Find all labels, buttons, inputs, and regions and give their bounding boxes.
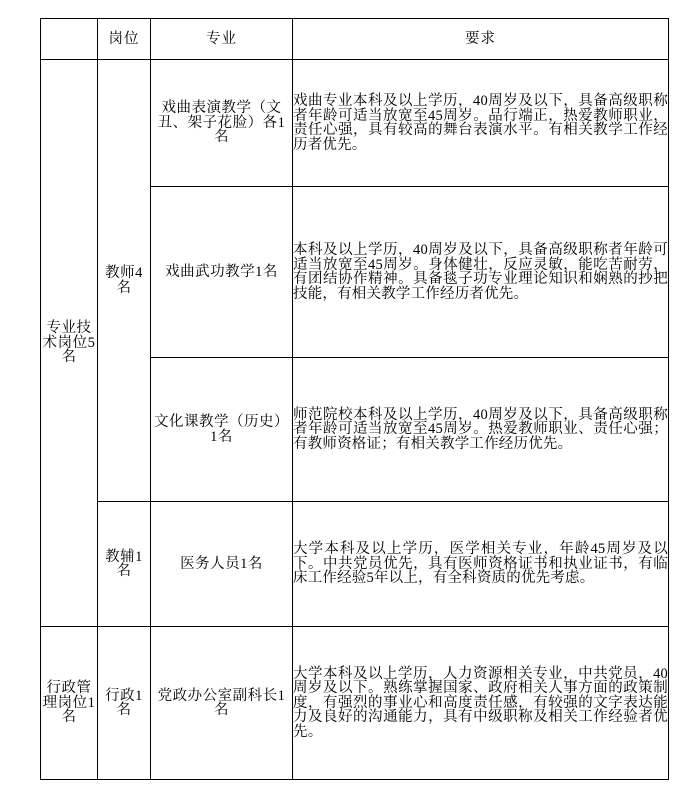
cell-post-teacher: 教师4名 (98, 60, 151, 502)
cell-major-medical-staff: 医务人员1名 (151, 502, 293, 627)
table-row (41, 627, 669, 780)
cell-category-administrative: 行政管理岗位1名 (41, 627, 98, 780)
cell-major-opera-performance: 戏曲表演教学（文丑、架子花脸）各1名 (151, 60, 293, 187)
cell-requirement-office-deputy-chief: 大学本科及以上学历，人力资源相关专业，中共党员，40周岁及以下。熟练掌握国家、政府相关人事方面的政策制度，有强烈的事业心和高度责任感，有较强的文字表达能力及良好的沟通能力，具有中级职称及相关工作经验者优先。 (293, 627, 669, 780)
header-cell-requirement: 要求 (293, 19, 669, 60)
cell-post-administration: 行政1名 (98, 627, 151, 780)
header-cell-post: 岗位 (98, 19, 151, 60)
header-cell-category (41, 19, 98, 60)
cell-requirement-opera-performance: 戏曲专业本科及以上学历，40周岁及以下，具备高级职称者年龄可适当放宽至45周岁。品行端正，热爱教师职业，责任心强，具有较高的舞台表演水平。有相关教学工作经历者优先。 (293, 60, 669, 187)
header-cell-major: 专业 (151, 19, 293, 60)
cell-requirement-culture-history: 师范院校本科及以上学历，40周岁及以下，具备高级职称者年龄可适当放宽至45周岁。热爱教师职业、责任心强；有教师资格证；有相关教学工作经历优先。 (293, 358, 669, 502)
table-row (41, 60, 669, 187)
cell-post-teaching-assistant: 教辅1名 (98, 502, 151, 627)
cell-requirement-opera-martial: 本科及以上学历，40周岁及以下，具备高级职称者年龄可适当放宽至45周岁。身体健壮，反应灵敏，能吃苦耐劳，有团结协作精神。具备毯子功专业理论知识和娴熟的抄把技能，有相关教学工作经历者优先。 (293, 187, 669, 358)
cell-major-culture-history: 文化课教学（历史）1名 (151, 358, 293, 502)
table-row (41, 502, 669, 627)
table-header-row (41, 19, 669, 60)
cell-requirement-medical-staff: 大学本科及以上学历，医学相关专业，年龄45周岁及以下。中共党员优先，具有医师资格证书和执业证书，有临床工作经验5年以上，有全科资质的优先考虑。 (293, 502, 669, 627)
recruitment-requirements-table (40, 18, 669, 780)
cell-major-office-deputy-chief: 党政办公室副科长1名 (151, 627, 293, 780)
cell-category-professional: 专业技术岗位5名 (41, 60, 98, 627)
cell-major-opera-martial: 戏曲武功教学1名 (151, 187, 293, 358)
